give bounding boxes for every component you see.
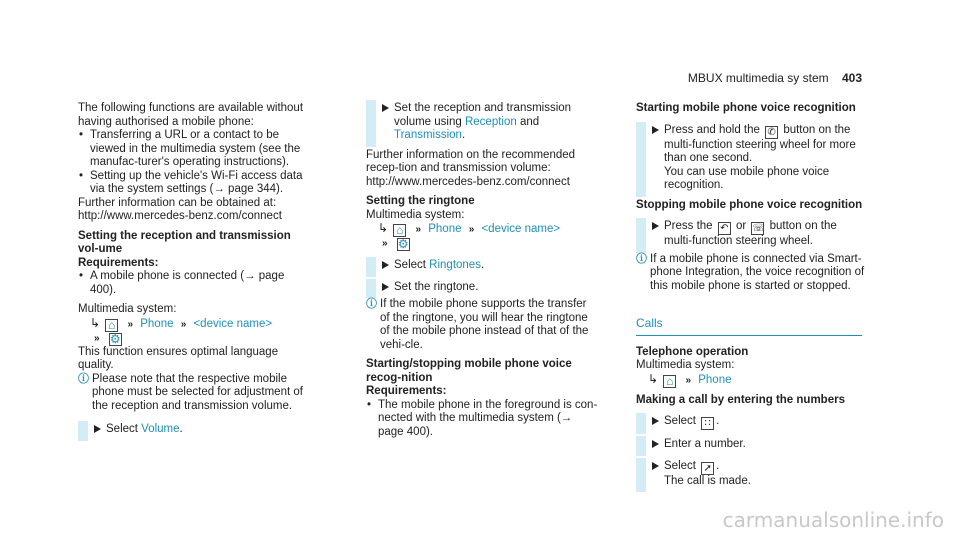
multimedia-system-label: Multimedia system: (366, 208, 465, 221)
requirements-label: Requirements: (366, 385, 447, 397)
step-select-keypad: Select ∷ . (636, 415, 868, 430)
back-button-icon: ↶ (718, 222, 731, 235)
step-select-label: Select (664, 415, 696, 427)
step-enter-number (636, 438, 868, 452)
watermark: carmanualsonline.info (722, 507, 944, 532)
path-phone: Phone (140, 317, 174, 330)
path-arrow-icon: ↳ (90, 315, 101, 330)
heading-start-voice: Starting mobile phone voice recognition (636, 102, 856, 114)
further-info: Further information on the recommended recep-tion and transmission volume: http://www.mercedes-benz.com/connect (366, 148, 576, 188)
step-bar (366, 279, 376, 299)
home-icon: ⌂ (663, 375, 676, 388)
step-select-label: Select (664, 459, 696, 472)
chevron-right-icon: » (685, 374, 692, 386)
path-arrow-icon: ↳ (378, 221, 389, 235)
step-bar (78, 421, 88, 441)
ringtones-link[interactable]: Ringtones (429, 259, 481, 271)
step-bar (636, 122, 646, 197)
step-text: Set the reception and transmission volume using (394, 102, 572, 128)
step-set-volume: Set the reception and transmission volume using Reception and Transmission. (366, 102, 598, 143)
call-icon[interactable]: ➚ (701, 462, 714, 475)
period: . (179, 423, 183, 435)
info-icon: ⓘ (636, 252, 647, 265)
hang-up-icon: ☏ (752, 223, 765, 234)
info-icon: ⓘ (366, 298, 377, 310)
bullet-transfer-url: • Transferring a URL or a contact to be viewed in the multimedia system (see the manufac-turer's operating instructions). (78, 129, 310, 170)
note-text: If a mobile phone is connected via Smart-phone Integration, the voice recognition of this mobile phone is started or stopped. (650, 252, 865, 292)
step-set-text: Set the ringtone. (394, 280, 479, 293)
or-text: or (735, 220, 747, 232)
step-text: Press the (664, 220, 713, 232)
section-calls: Calls (636, 317, 862, 336)
heading-reception-volume: Setting the reception and transmission vol-ume (78, 229, 291, 255)
path-phone: Phone (428, 223, 462, 235)
step-press-hold (636, 124, 868, 193)
header-title: MBUX multimedia sy stem (687, 71, 829, 85)
step-result: The call is made. (664, 474, 751, 487)
chevron-right-icon: » (468, 224, 475, 235)
intro-text: The following functions are available without having authorised a mobile phone: (78, 102, 304, 128)
step-arrow-icon (382, 104, 389, 112)
chevron-right-icon: » (382, 238, 388, 249)
transmission-link[interactable]: Transmission (394, 129, 462, 141)
step-select-call: Select ➚ . The call is made. (636, 460, 868, 489)
note-select-phone (78, 373, 310, 414)
multimedia-system-label: Multimedia system: (636, 359, 735, 371)
step-arrow-icon (652, 417, 659, 425)
settings-gear-icon: ⚙ (397, 237, 409, 251)
page-header (688, 72, 862, 86)
note-smartphone (636, 253, 868, 294)
step-bar (366, 100, 376, 147)
chevron-right-icon: » (415, 224, 422, 235)
voice-button-icon: ✆ (765, 126, 778, 139)
step-text: button on the multi-function steering wheel for more than one second. (664, 123, 856, 164)
step-arrow-icon (652, 126, 659, 134)
heading-making-call: Making a call by entering the numbers (636, 393, 845, 406)
nav-path (78, 317, 310, 332)
heading-telephone-operation: Telephone operation (636, 345, 749, 358)
chevron-right-icon: » (127, 318, 134, 330)
home-icon: ⌂ (105, 319, 118, 332)
step-arrow-icon (382, 261, 389, 269)
step-text: Press and hold the (664, 123, 760, 136)
multimedia-system-label: Multimedia system: (78, 303, 177, 315)
step-arrow-icon (652, 440, 659, 448)
column-2 (366, 102, 598, 439)
step-bar (636, 413, 646, 434)
step-select-volume (78, 423, 310, 437)
step-text: Enter a number. (664, 438, 746, 450)
step-set-ringtone (366, 281, 598, 295)
bullet-wifi: • Setting up the vehicle's Wi-Fi access data via the system settings (→ page 344). (78, 170, 310, 197)
step-bar (636, 436, 646, 456)
step-arrow-icon (94, 425, 101, 433)
reception-link[interactable]: Reception (464, 115, 517, 128)
chevron-right-icon: » (180, 318, 187, 330)
path-arrow-icon: ↳ (648, 371, 659, 386)
nav-path (366, 222, 598, 237)
function-text: This function ensures optimal language quality. (78, 345, 279, 371)
heading-voice-recognition: Starting/stopping mobile phone voice recog-nition (366, 358, 572, 384)
chevron-right-icon: » (94, 332, 100, 344)
note-text: If the mobile phone supports the transfer of the ringtone, you will hear the ringtone of the mobile phone instead of that of the vehi-cle. (380, 298, 589, 351)
note-text: Please note that the respective mobile phone must be selected for adjustment of the reception and transmission volume. (92, 372, 303, 412)
step-select-label: Select (394, 259, 426, 271)
keypad-icon[interactable]: ∷ (701, 417, 714, 430)
step-select-ringtones: Select Ringtones. (366, 259, 598, 273)
volume-link[interactable]: Volume (141, 423, 180, 435)
settings-gear-icon: ⚙ (109, 331, 121, 346)
heading-stop-voice: Stopping mobile phone voice recognition (636, 198, 863, 211)
step-bar (636, 218, 646, 253)
step-select-label: Select (106, 423, 138, 435)
nav-path-settings (78, 332, 310, 346)
heading-ringtone: Setting the ringtone (366, 195, 475, 207)
path-device-name: <device name> (193, 317, 273, 330)
nav-path (636, 373, 868, 388)
further-info: Further information can be obtained at: http://www.mercedes-benz.com/connect (78, 196, 282, 222)
info-icon: ⓘ (78, 372, 89, 385)
path-device-name: <device name> (481, 223, 561, 235)
step-press-stop (636, 220, 868, 249)
step-arrow-icon (652, 462, 659, 470)
note-ringtone (366, 298, 598, 352)
column-3 (636, 102, 868, 492)
and-text: and (519, 115, 540, 128)
step-arrow-icon (652, 222, 659, 230)
step-result: You can use mobile phone voice recognition. (664, 165, 830, 191)
nav-path-settings (366, 237, 598, 251)
step-bar (636, 458, 646, 493)
home-icon: ⌂ (393, 224, 406, 237)
requirements-label: Requirements: (78, 256, 159, 269)
step-bar (366, 257, 376, 277)
requirement-connected: • A mobile phone is connected (→ page 400). (78, 270, 310, 297)
path-phone: Phone (698, 373, 732, 386)
step-text: button on the multi-function steering wheel. (664, 220, 837, 247)
page-number: 403 (841, 71, 862, 85)
column-1 (78, 102, 310, 441)
requirement-foreground: • The mobile phone in the foreground is con-nected with the multimedia system (→ page 400). (366, 399, 598, 440)
step-arrow-icon (382, 283, 389, 291)
